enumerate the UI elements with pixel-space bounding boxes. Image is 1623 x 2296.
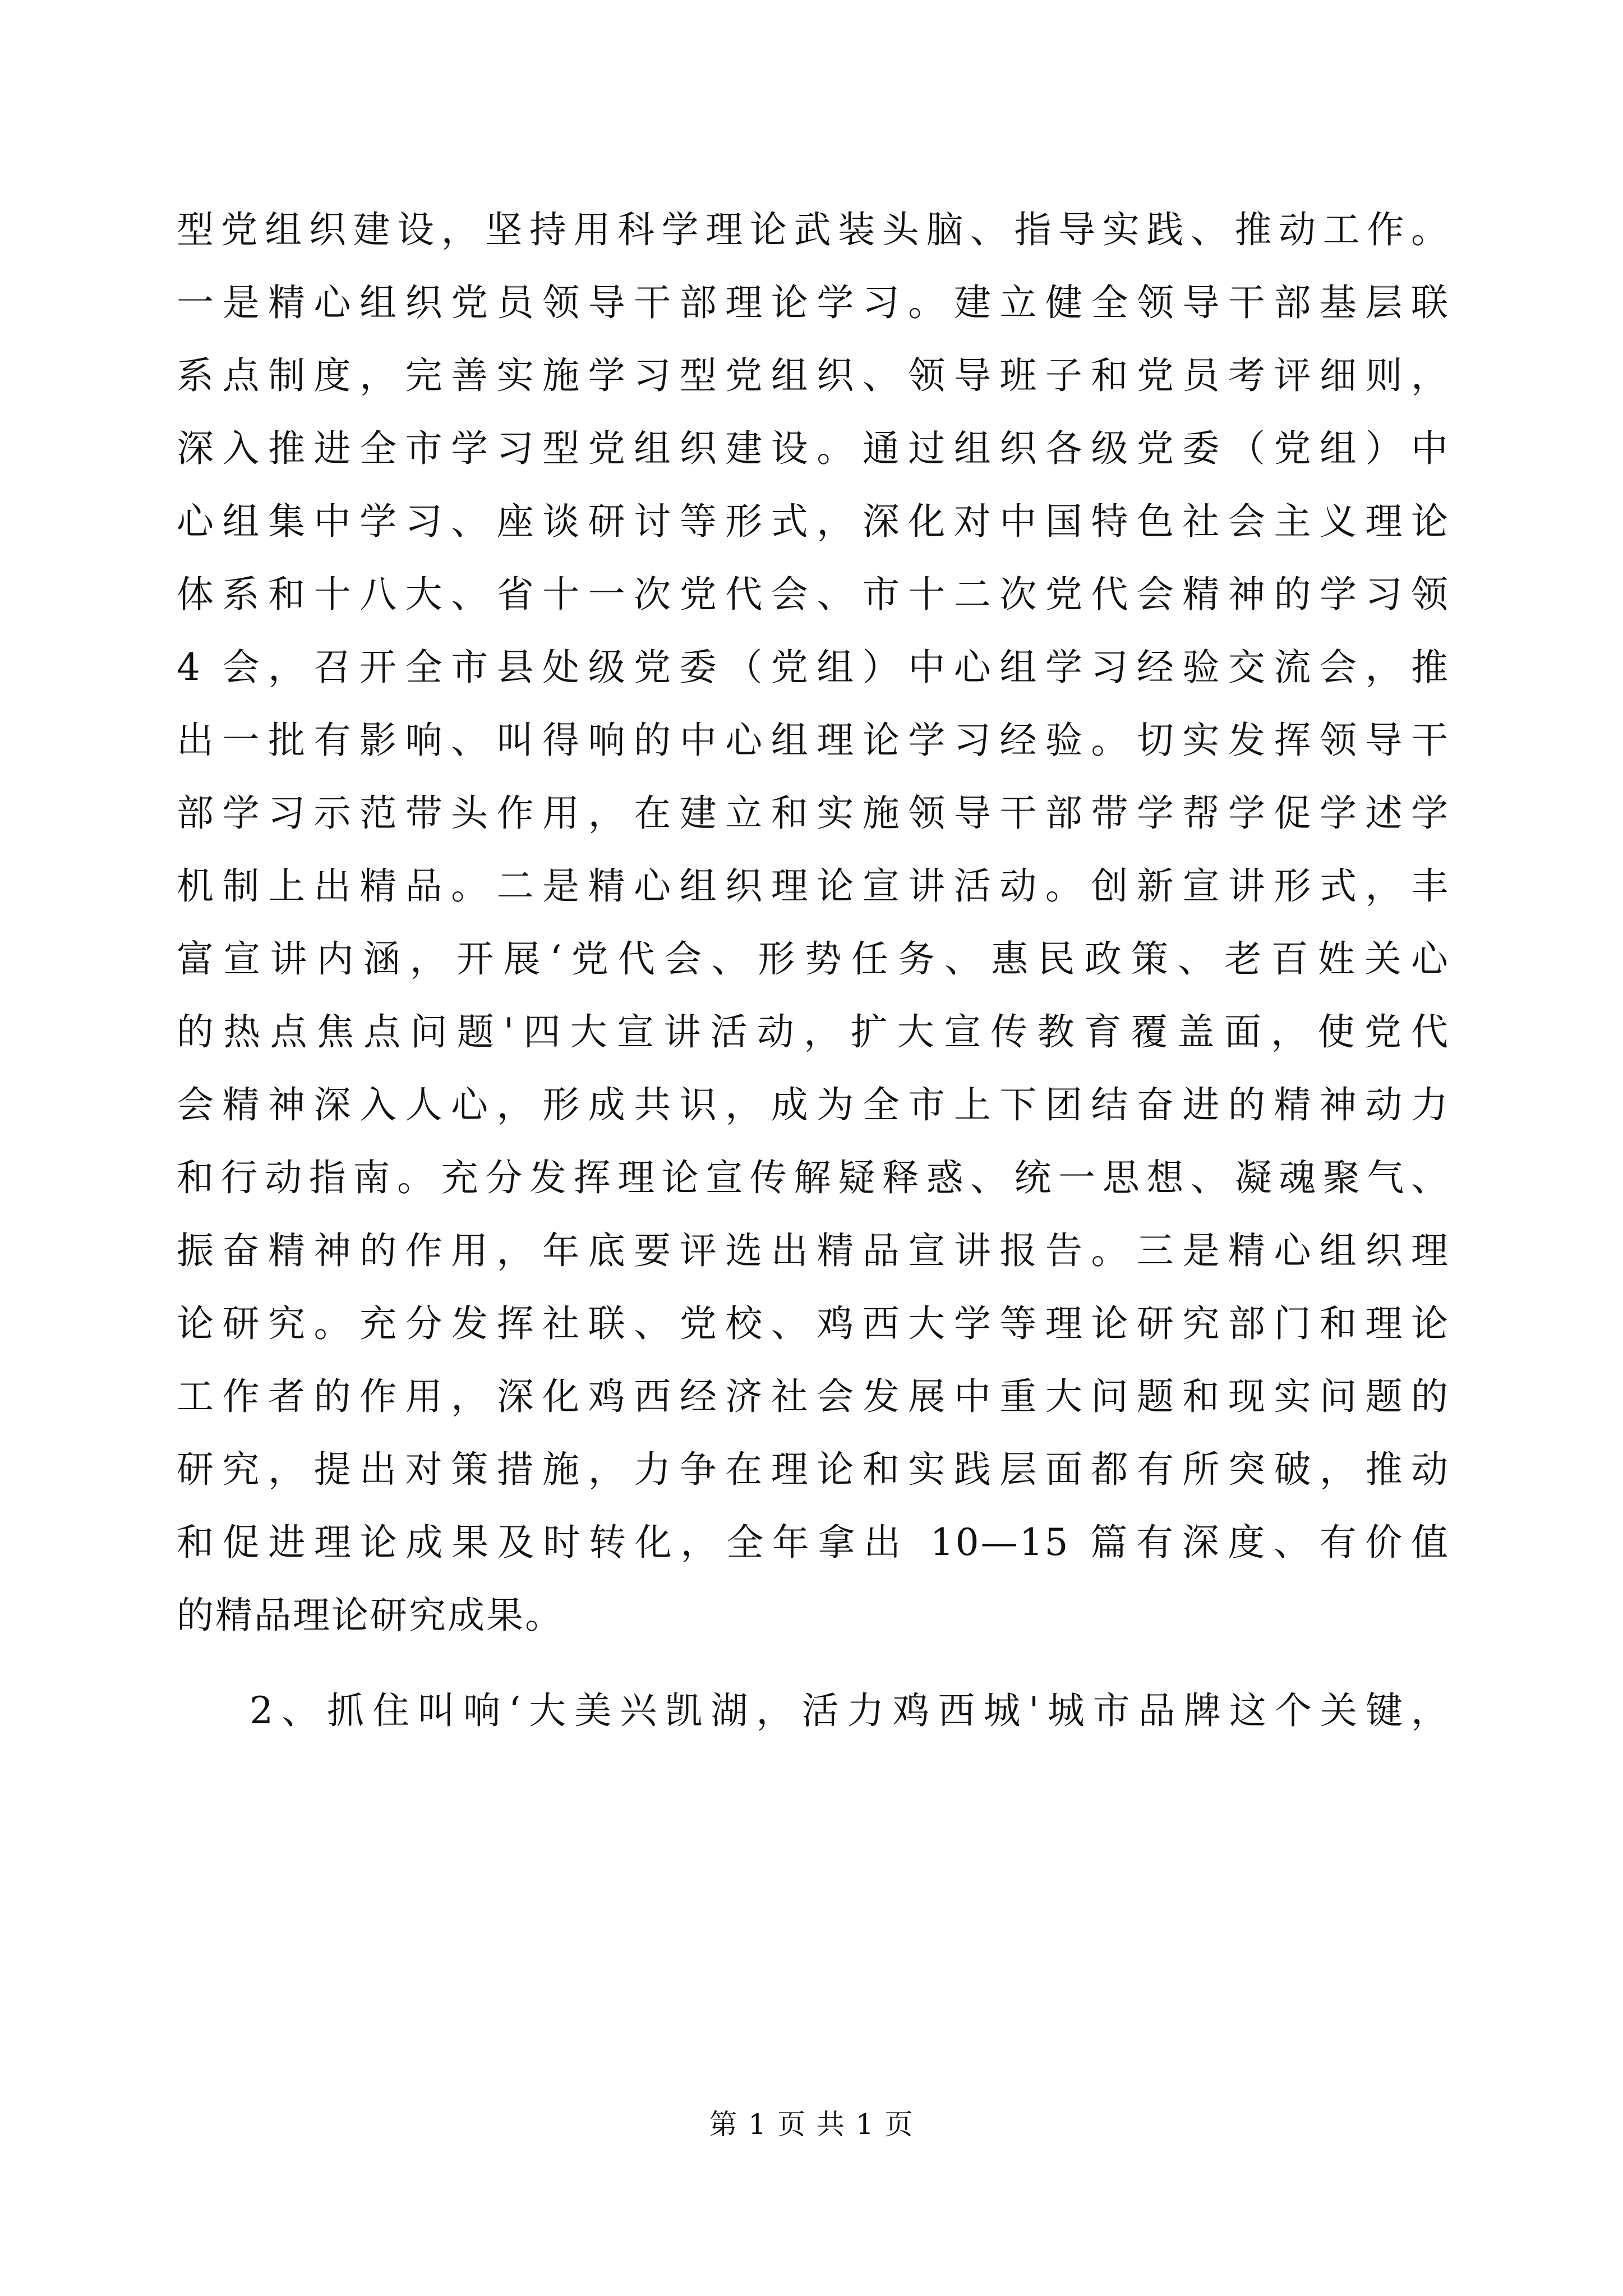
body-text-line: 心组集中学习、座谈研讨等形式，深化对中国特色社会主义理论	[177, 500, 1450, 543]
body-text-line: 深入推进全市学习型党组织建设。通过组织各级党委（党组）中	[177, 427, 1450, 470]
body-text-line: 和促进理论成果及时转化，全年拿出 10—15 篇有深度、有价值	[177, 1521, 1450, 1564]
body-text-line: 振奋精神的作用，年底要评选出精品宣讲报告。三是精心组织理	[177, 1229, 1450, 1272]
body-text-line: 体系和十八大、省十一次党代会、市十二次党代会精神的学习领	[177, 573, 1450, 616]
body-text-line: 出一批有影响、叫得响的中心组理论学习经验。切实发挥领导干	[177, 719, 1450, 762]
body-text-line: 论研究。充分发挥社联、党校、鸡西大学等理论研究部门和理论	[177, 1302, 1450, 1345]
page-number-footer: 第 1 页 共 1 页	[709, 2108, 914, 2141]
body-text-line: 机制上出精品。二是精心组织理论宣讲活动。创新宣讲形式，丰	[177, 864, 1450, 908]
body-text-line: 工作者的作用，深化鸡西经济社会发展中重大问题和现实问题的	[177, 1375, 1450, 1418]
body-text-line: 富宣讲内涵，开展‘党代会、形势任务、惠民政策、老百姓关心	[177, 937, 1450, 981]
paragraph-2-first-line: 2、抓住叫响‘大美兴凯湖，活力鸡西城'城市品牌这个关键，	[250, 1689, 1450, 1732]
body-text-line: 部学习示范带头作用，在建立和实施领导干部带学帮学促学述学	[177, 792, 1450, 835]
body-text-line: 一是精心组织党员领导干部理论学习。建立健全领导干部基层联	[177, 281, 1450, 324]
body-text-line: 型党组织建设，坚持用科学理论武装头脑、指导实践、推动工作。	[177, 208, 1450, 251]
body-text-line: 的热点焦点问题'四大宣讲活动，扩大宣传教育覆盖面，使党代	[177, 1010, 1450, 1053]
body-text-line: 和行动指南。充分发挥理论宣传解疑释惑、统一思想、凝魂聚气、	[177, 1156, 1450, 1199]
body-text-line: 系点制度，完善实施学习型党组织、领导班子和党员考评细则，	[177, 354, 1450, 397]
body-text-line: 会精神深入人心，形成共识，成为全市上下团结奋进的精神动力	[177, 1083, 1450, 1126]
body-text-line: 4 会，召开全市县处级党委（党组）中心组学习经验交流会，推	[177, 646, 1450, 689]
body-text-line-last: 的精品理论研究成果。	[177, 1594, 564, 1637]
body-text-line: 研究，提出对策措施，力争在理论和实践层面都有所突破，推动	[177, 1448, 1450, 1491]
